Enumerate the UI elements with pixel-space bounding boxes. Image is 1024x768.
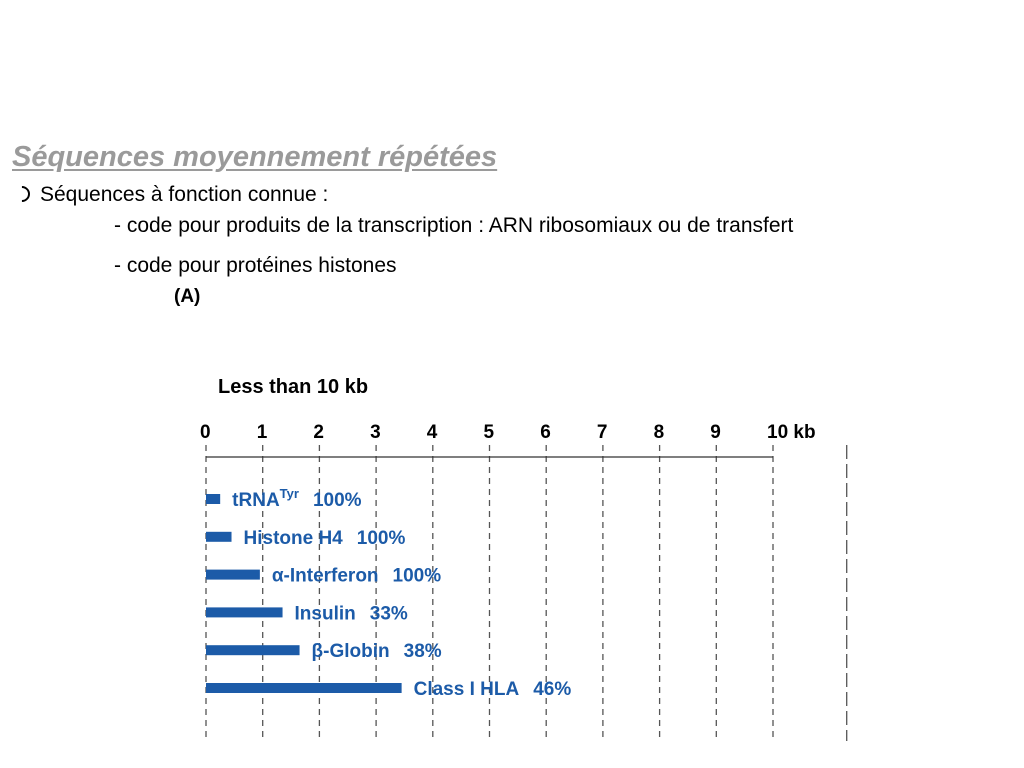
bar xyxy=(206,607,283,617)
bar xyxy=(206,683,402,693)
gene-name: β-Globin xyxy=(311,641,390,663)
tick-label: 8 xyxy=(653,422,665,443)
tick-label: 2 xyxy=(313,422,324,443)
gene-size-chart xyxy=(160,275,880,755)
tick-label: 3 xyxy=(370,422,381,443)
bar xyxy=(206,494,220,504)
gene-name: tRNA xyxy=(232,490,280,511)
bar-label xyxy=(244,528,406,549)
tick-label: 6 xyxy=(540,422,551,443)
slide-title: Séquences moyennement répétées xyxy=(12,141,498,173)
bullet-text: Séquences à fonction connue : xyxy=(40,183,329,206)
percent-label: 100% xyxy=(392,565,442,587)
percent-label: 46% xyxy=(533,679,572,700)
tick-label: 4 xyxy=(426,422,438,443)
tick-label: 5 xyxy=(483,422,495,443)
gene-name: Histone H4 xyxy=(243,527,343,549)
tick-label: 1 xyxy=(256,422,268,443)
gene-name: α-Interferon xyxy=(271,565,379,587)
chart-grid xyxy=(206,445,847,741)
tick-label: 0 xyxy=(200,422,211,443)
percent-label: 100% xyxy=(312,490,362,511)
tick-label: 7 xyxy=(596,422,608,443)
sub-item-histones: - code pour protéines histones xyxy=(114,254,397,277)
chart-bars xyxy=(206,486,571,700)
bar xyxy=(206,532,232,542)
tick-label: 9 xyxy=(710,422,721,443)
chart-title: Less than 10 kb xyxy=(218,376,369,398)
bar-label xyxy=(414,679,572,700)
panel-label: (A) xyxy=(174,286,201,307)
bullet-item xyxy=(14,183,328,207)
bar xyxy=(206,570,260,580)
percent-label: 100% xyxy=(356,527,406,549)
bar xyxy=(206,645,300,655)
chart-ticks xyxy=(200,422,816,443)
bar-label xyxy=(272,566,441,587)
sub-item-transcription: - code pour produits de la transcription : ARN ribosomiaux ou de transfert xyxy=(114,214,794,237)
gene-name: Insulin xyxy=(294,603,356,625)
percent-label: 38% xyxy=(403,641,442,663)
tick-label: 10 kb xyxy=(767,422,816,443)
gene-name: Class I HLA xyxy=(413,679,520,700)
percent-label: 33% xyxy=(369,603,408,625)
gene-superscript: Tyr xyxy=(279,486,299,501)
bar-label xyxy=(312,641,442,662)
bar-label xyxy=(232,486,361,511)
bar-label xyxy=(295,603,408,624)
bullet-marker-icon xyxy=(11,183,34,206)
